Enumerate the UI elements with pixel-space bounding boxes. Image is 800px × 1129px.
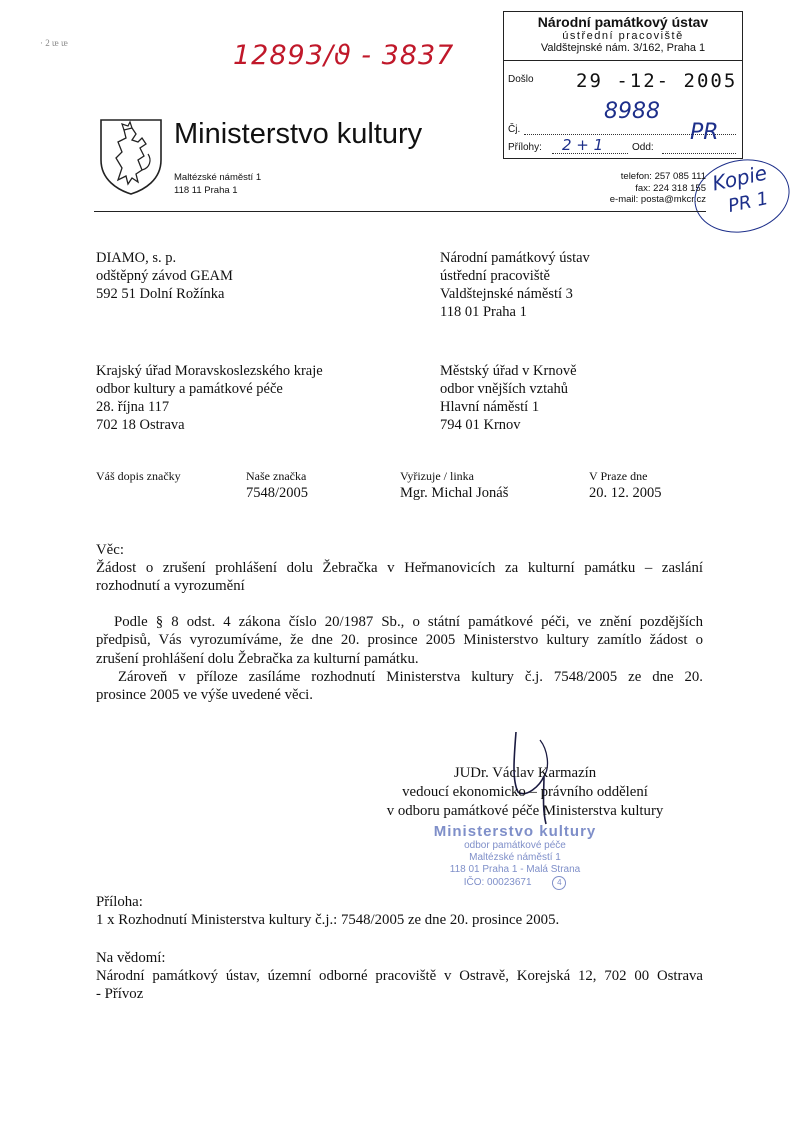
recipient-line: 28. října 117 (96, 399, 170, 415)
recipient-npu (440, 249, 590, 321)
coat-of-arms-icon (98, 118, 164, 196)
handled-by-label: Vyřizuje / linka (400, 469, 474, 483)
handwritten-note-line1: Kopie (710, 160, 770, 196)
stamp-address: Valdštejnské nám. 3/162, Praha 1 (540, 42, 706, 54)
attachment-label: Příloha: (96, 894, 143, 910)
official-stamp (400, 823, 630, 890)
body-line: zrušení prohlášení dolu Žebračka za kulturní památku. (96, 650, 419, 667)
subject-label: Věc: (96, 542, 124, 558)
recipient-line: 794 01 Krnov (440, 417, 521, 433)
signatory-role2: v odboru památkové péče Ministerstva kultury (386, 803, 664, 819)
ministry-email: e-mail: posta@mkcr.cz (609, 194, 706, 205)
recipient-line: odbor kultury a památkové péče (96, 381, 283, 397)
place-date-value: 20. 12. 2005 (589, 485, 662, 501)
recipient-line: Národní památkový ústav (440, 250, 590, 266)
signatory-role1: vedoucí ekonomicko – právního oddělení (402, 784, 648, 800)
official-stamp-line5 (400, 876, 630, 890)
recipient-line: DIAMO, s. p. (96, 250, 177, 266)
subject (96, 559, 703, 596)
body-line: prosince 2005 ve výše uvedené věci. (96, 687, 313, 704)
place-date-label: V Praze dne (589, 469, 648, 483)
stamp-attachments-label: Přílohy: (508, 142, 542, 153)
our-ref-value: 7548/2005 (246, 485, 309, 501)
recipient-line: 118 01 Praha 1 (440, 304, 527, 320)
ministry-fax: fax: 224 318 155 (635, 182, 706, 194)
ministry-address-line2: 118 11 Praha 1 (174, 185, 238, 196)
recipient-line: odbor vnějších vztahů (440, 381, 569, 397)
body-paragraph-1 (96, 613, 703, 668)
official-stamp-line1: Ministerstvo kultury (433, 823, 597, 840)
stamp-dept-dotline (662, 153, 736, 154)
official-stamp-ico: IČO: 00023671 (463, 877, 532, 888)
scan-mark: · 2 ᵫ ᵫ (40, 38, 68, 48)
handwritten-reference: 12893/ϑ - 3837 (233, 40, 455, 71)
recipient-krajsky-urad (96, 362, 323, 434)
official-stamp-number: 4 (552, 876, 566, 890)
stamp-attachments-dotline (552, 153, 628, 154)
official-stamp-line2: odbor památkové péče (464, 840, 566, 851)
body-paragraph-2 (96, 668, 703, 705)
your-letter-label: Váš dopis značky (96, 469, 181, 483)
stamp-header (504, 14, 742, 61)
stamp-title: Národní památkový ústav (537, 14, 709, 30)
body-line: Podle § 8 odst. 4 zákona číslo 20/1987 Sb., o státní památkové péči, ve znění pozdějších (114, 614, 703, 630)
subject-line1: Žádost o zrušení prohlášení dolu Žebračka v Heřmanovicích za kulturní památku – zaslání (96, 560, 703, 576)
ministry-title: Ministerstvo kultury (174, 118, 423, 150)
cc-label: Na vědomí: (96, 950, 166, 966)
cc-line1: Národní památkový ústav, územní odborné pracoviště v Ostravě, Korejská 12, 702 00 Ostrava (96, 968, 703, 984)
handled-by-value: Mgr. Michal Jonáš (400, 485, 509, 501)
recipient-mestsky-urad (440, 362, 577, 434)
subject-line2: rozhodnutí a vyrozumění (96, 578, 245, 595)
body-line: předpisů, Vás vyrozumíváme, že dne 20. prosince 2005 Ministerstvo kultury zamítlo žádost o (96, 632, 703, 649)
recipient-diamo (96, 249, 233, 303)
stamp-received-label: Došlo (508, 74, 534, 85)
recipient-line: 592 51 Dolní Rožínka (96, 286, 225, 302)
ministry-contact (610, 171, 706, 206)
attachment-text: 1 x Rozhodnutí Ministerstva kultury č.j.: 7548/2005 ze dne 20. prosince 2005. (96, 912, 560, 928)
recipient-line: Hlavní náměstí 1 (440, 399, 540, 415)
recipient-line: Krajský úřad Moravskoslezského kraje (96, 363, 323, 379)
stamp-subtitle: ústřední pracoviště (562, 30, 684, 42)
cc-text (96, 967, 703, 1004)
registration-stamp (503, 11, 743, 159)
recipient-line: ústřední pracoviště (440, 268, 550, 284)
ministry-address (174, 171, 261, 197)
header-rule (94, 211, 706, 212)
stamp-ref-handwritten: 8988 (604, 99, 660, 124)
our-ref-label: Naše značka (246, 469, 307, 483)
stamp-received-date: 29 -12- 2005 (576, 70, 738, 92)
cc-line2: - Přívoz (96, 986, 144, 1003)
recipient-line: Městský úřad v Krnově (440, 363, 577, 379)
stamp-ref-label: Čj. (508, 124, 521, 135)
signatory-name: JUDr. Václav Karmazín (453, 765, 597, 781)
recipient-line: 702 18 Ostrava (96, 417, 185, 433)
ministry-phone: telefon: 257 085 111 (620, 171, 706, 182)
stamp-dept-label: Odd: (632, 142, 654, 153)
signature-block (360, 764, 690, 821)
recipient-line: Valdštejnské náměstí 3 (440, 286, 573, 302)
stamp-dept-handwritten: PR (690, 120, 719, 145)
handwritten-note-line2: PR 1 (726, 188, 771, 217)
ministry-address-line1: Maltézské náměstí 1 (174, 172, 262, 183)
stamp-attachments-handwritten: 2 + 1 (562, 136, 604, 154)
official-stamp-line4: 118 01 Praha 1 - Malá Strana (449, 864, 581, 875)
body-line: Zároveň v příloze zasíláme rozhodnutí Ministerstva kultury č.j. 7548/2005 ze dne 20. (118, 669, 703, 685)
official-stamp-line3: Maltézské náměstí 1 (469, 852, 561, 863)
recipient-line: odštěpný závod GEAM (96, 268, 233, 284)
